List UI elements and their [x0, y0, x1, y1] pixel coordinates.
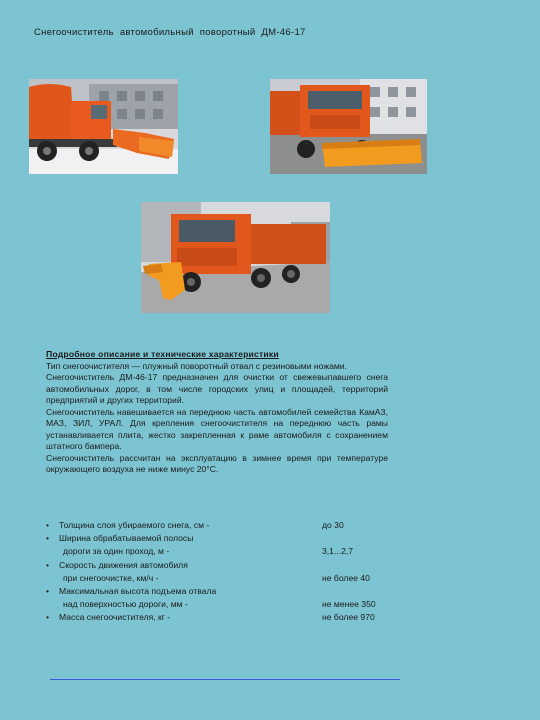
spec-value: не более 970: [322, 612, 375, 623]
specs-list: [46, 519, 396, 625]
snowplow-photo-front: [270, 79, 427, 174]
spec-item-weight: [46, 611, 396, 624]
spec-item-lift-height: [46, 585, 396, 611]
operating-conditions-paragraph: Снегоочиститель рассчитан на эксплуатацию в зимнее время при температуре окружающего воздуха не ниже минус 20°С.: [46, 452, 388, 474]
footer-divider: [50, 679, 400, 680]
spec-value: 3,1...2,7: [322, 546, 354, 557]
snowplow-photo-angled: [141, 202, 330, 313]
spec-label: • Толщина слоя убираемого снега, см -: [59, 520, 210, 530]
page-title: Снегоочиститель автомобильный поворотный ДМ-46-17: [34, 27, 306, 38]
spec-label: дороги за один проход, м -: [63, 546, 170, 557]
purpose-paragraph: Снегоочиститель ДМ-46-17 предназначен для очистки от свежевыпавшего снега автомобильных дорог, в том числе городских улиц и площадей, территорий предприятий и других территорий.: [46, 372, 388, 405]
mounting-paragraph: Снегоочиститель навешивается на переднюю часть автомобилей семейства КамАЗ, МАЗ, ЗИЛ, УРАЛ. Для крепления снегоочистителя на переднюю часть рамы устанавливается плита, жестко закрепленная к раме автомобиля с сохранением штатного бампера.: [46, 406, 388, 451]
spec-item-lane-width: [46, 532, 396, 558]
spec-label: • Скорость движения автомобиля: [59, 559, 188, 570]
plow-type-text: Тип снегоочистителя — плужный поворотный отвал с резиновыми ножами.: [46, 360, 347, 371]
spec-item-snow-depth: [46, 519, 396, 532]
description-block: [46, 349, 388, 476]
spec-label: • Максимальная высота подъема отвала: [59, 586, 217, 597]
description-heading: Подробное описание и технические характеристики: [46, 349, 279, 359]
spec-value: не менее 350: [322, 599, 376, 610]
spec-label: • Масса снегоочистителя, кг -: [59, 612, 171, 623]
spec-value: до 30: [322, 520, 344, 530]
spec-value: не более 40: [322, 572, 370, 583]
spec-label: при снегоочистке, км/ч -: [63, 572, 159, 583]
snowplow-photo-side: [29, 79, 178, 174]
spec-label: над поверхностью дороги, мм -: [63, 599, 188, 610]
spec-item-speed: [46, 559, 396, 585]
spec-label: • Ширина обрабатываемой полосы: [59, 533, 194, 544]
